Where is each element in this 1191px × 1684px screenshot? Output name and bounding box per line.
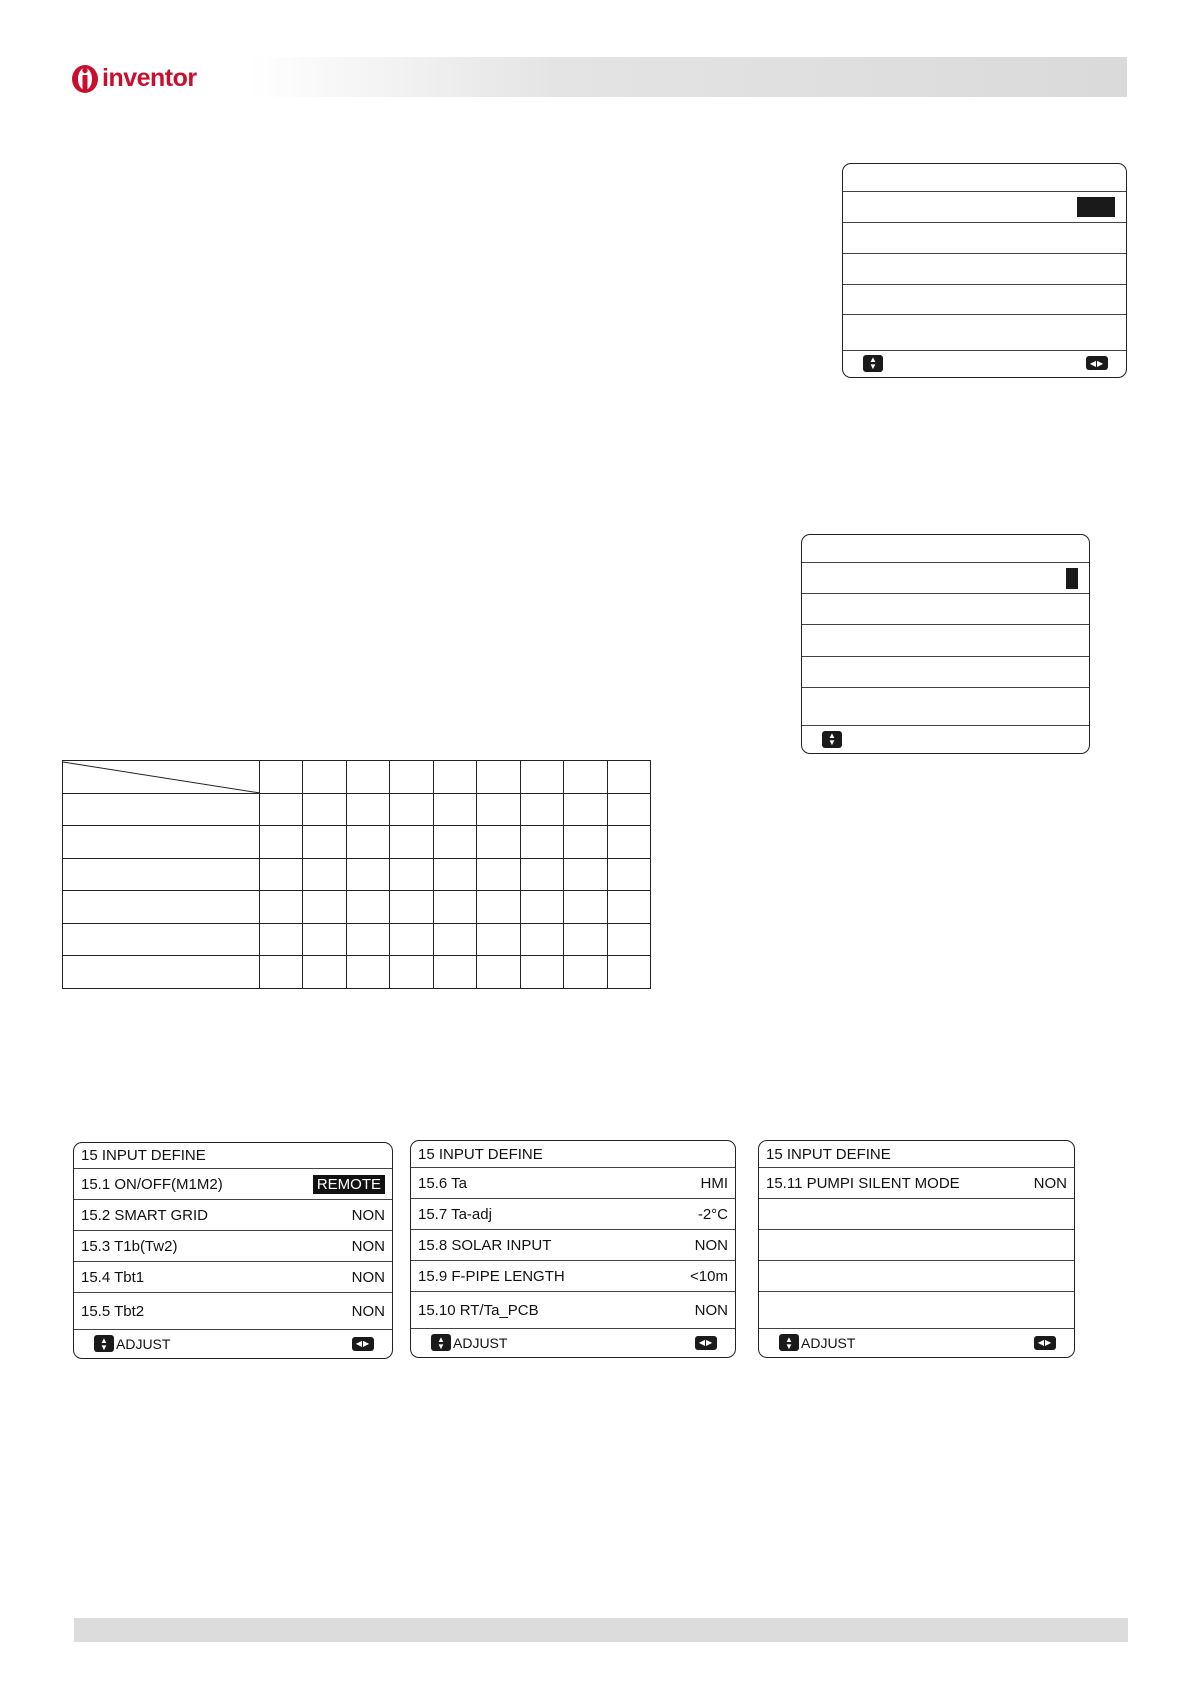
menu-row-label: 15.4 Tbt1 bbox=[81, 1268, 145, 1286]
menu-row[interactable] bbox=[759, 1168, 1074, 1199]
lcd-row bbox=[843, 164, 1126, 192]
table-row bbox=[63, 826, 651, 859]
up-down-arrows-icon[interactable]: ▲ ▼ bbox=[779, 1334, 799, 1351]
menu-row-label: 15.10 RT/Ta_PCB bbox=[418, 1301, 539, 1319]
input-define-screen-1 bbox=[73, 1142, 393, 1359]
lcd-row[interactable] bbox=[843, 315, 1126, 351]
lcd-row[interactable] bbox=[843, 223, 1126, 254]
menu-row[interactable] bbox=[411, 1230, 735, 1261]
menu-row-label: 15.9 F-PIPE LENGTH bbox=[418, 1267, 565, 1285]
cursor-block bbox=[1066, 568, 1078, 589]
menu-row[interactable] bbox=[759, 1230, 1074, 1261]
menu-row[interactable] bbox=[759, 1292, 1074, 1329]
adjust-hint bbox=[779, 1334, 855, 1351]
up-down-arrows-icon[interactable]: ▲ ▼ bbox=[822, 731, 842, 748]
brand-logo bbox=[70, 60, 197, 96]
menu-row[interactable] bbox=[411, 1199, 735, 1230]
menu-row-label: 15.7 Ta-adj bbox=[418, 1205, 492, 1223]
lcd-blank-panel-1 bbox=[842, 163, 1127, 378]
screen-title: 15 INPUT DEFINE bbox=[766, 1145, 891, 1163]
adjust-hint bbox=[94, 1335, 170, 1352]
lcd-row[interactable] bbox=[802, 688, 1089, 726]
menu-row[interactable] bbox=[411, 1168, 735, 1199]
screen-footer bbox=[759, 1328, 1074, 1357]
up-down-arrows-icon[interactable]: ▲ ▼ bbox=[431, 1334, 451, 1351]
lcd-row[interactable] bbox=[843, 285, 1126, 315]
menu-row-value: NON bbox=[1033, 1174, 1067, 1192]
menu-row-value: <10m bbox=[690, 1267, 728, 1285]
brand-name: inventor bbox=[102, 63, 197, 92]
menu-row-value: -2°C bbox=[697, 1205, 728, 1223]
menu-row-value-selected[interactable]: REMOTE bbox=[313, 1175, 385, 1194]
lcd-footer bbox=[802, 725, 1089, 753]
table-row bbox=[63, 923, 651, 956]
up-down-arrows-icon[interactable]: ▲ ▼ bbox=[863, 355, 883, 372]
input-define-screen-2 bbox=[410, 1140, 736, 1358]
menu-row[interactable] bbox=[74, 1262, 392, 1293]
left-right-arrows-icon[interactable]: ◀▶ bbox=[1086, 356, 1108, 370]
menu-row-value: NON bbox=[351, 1302, 385, 1320]
menu-row-value: NON bbox=[351, 1268, 385, 1286]
menu-row[interactable] bbox=[74, 1293, 392, 1330]
menu-row-value: NON bbox=[694, 1236, 728, 1254]
adjust-label: ADJUST bbox=[801, 1334, 856, 1351]
footer-bar bbox=[74, 1618, 1128, 1642]
up-down-arrows-icon[interactable]: ▲ ▼ bbox=[94, 1335, 114, 1352]
inventor-logo-icon bbox=[70, 62, 100, 94]
lcd-row[interactable] bbox=[843, 254, 1126, 285]
table-header-row bbox=[63, 761, 651, 794]
left-right-arrows-icon[interactable]: ◀▶ bbox=[695, 1336, 717, 1350]
table-row bbox=[63, 956, 651, 989]
adjust-label: ADJUST bbox=[116, 1335, 171, 1352]
screen-title: 15 INPUT DEFINE bbox=[81, 1147, 206, 1164]
menu-row-label: 15.11 PUMPI SILENT MODE bbox=[766, 1174, 960, 1192]
selection-highlight bbox=[1077, 197, 1115, 217]
lcd-footer bbox=[843, 349, 1126, 377]
header-bar bbox=[250, 57, 1127, 97]
lcd-row[interactable] bbox=[802, 657, 1089, 688]
lcd-row[interactable] bbox=[802, 625, 1089, 657]
screen-footer bbox=[74, 1329, 392, 1358]
menu-row-value: HMI bbox=[700, 1174, 728, 1192]
menu-row-value: NON bbox=[351, 1206, 385, 1224]
input-define-screen-3 bbox=[758, 1140, 1075, 1358]
menu-row[interactable] bbox=[759, 1261, 1074, 1292]
screen-title-row bbox=[759, 1141, 1074, 1168]
lcd-row bbox=[802, 535, 1089, 563]
table-row bbox=[63, 793, 651, 826]
adjust-hint bbox=[431, 1334, 507, 1351]
diagonal-header-cell bbox=[63, 761, 260, 794]
menu-row-label: 15.2 SMART GRID bbox=[81, 1206, 208, 1224]
lcd-row[interactable] bbox=[802, 563, 1089, 594]
screen-title-row bbox=[411, 1141, 735, 1168]
menu-row[interactable] bbox=[759, 1199, 1074, 1230]
screen-footer bbox=[411, 1328, 735, 1357]
table-row bbox=[63, 891, 651, 924]
adjust-label: ADJUST bbox=[453, 1334, 508, 1351]
left-right-arrows-icon[interactable]: ◀▶ bbox=[352, 1337, 374, 1351]
screen-title: 15 INPUT DEFINE bbox=[418, 1145, 543, 1163]
menu-row-value: NON bbox=[351, 1237, 385, 1255]
diagonal-line bbox=[63, 761, 260, 794]
menu-row-label: 15.6 Ta bbox=[418, 1174, 467, 1192]
menu-row[interactable] bbox=[411, 1292, 735, 1329]
menu-row-label: 15.3 T1b(Tw2) bbox=[81, 1237, 178, 1255]
table-row bbox=[63, 858, 651, 891]
menu-row[interactable] bbox=[411, 1261, 735, 1292]
lcd-blank-panel-2 bbox=[801, 534, 1090, 754]
menu-row[interactable] bbox=[74, 1169, 392, 1200]
menu-row-value: NON bbox=[694, 1301, 728, 1319]
menu-row[interactable] bbox=[74, 1231, 392, 1262]
menu-row-label: 15.1 ON/OFF(M1M2) bbox=[81, 1175, 223, 1193]
menu-row[interactable] bbox=[74, 1200, 392, 1231]
left-right-arrows-icon[interactable]: ◀▶ bbox=[1034, 1336, 1056, 1350]
screen-title-row bbox=[74, 1143, 392, 1169]
lcd-row[interactable] bbox=[843, 192, 1126, 223]
empty-grid-table bbox=[62, 760, 651, 989]
lcd-row[interactable] bbox=[802, 594, 1089, 625]
menu-row-label: 15.8 SOLAR INPUT bbox=[418, 1236, 552, 1254]
menu-row-label: 15.5 Tbt2 bbox=[81, 1302, 145, 1320]
